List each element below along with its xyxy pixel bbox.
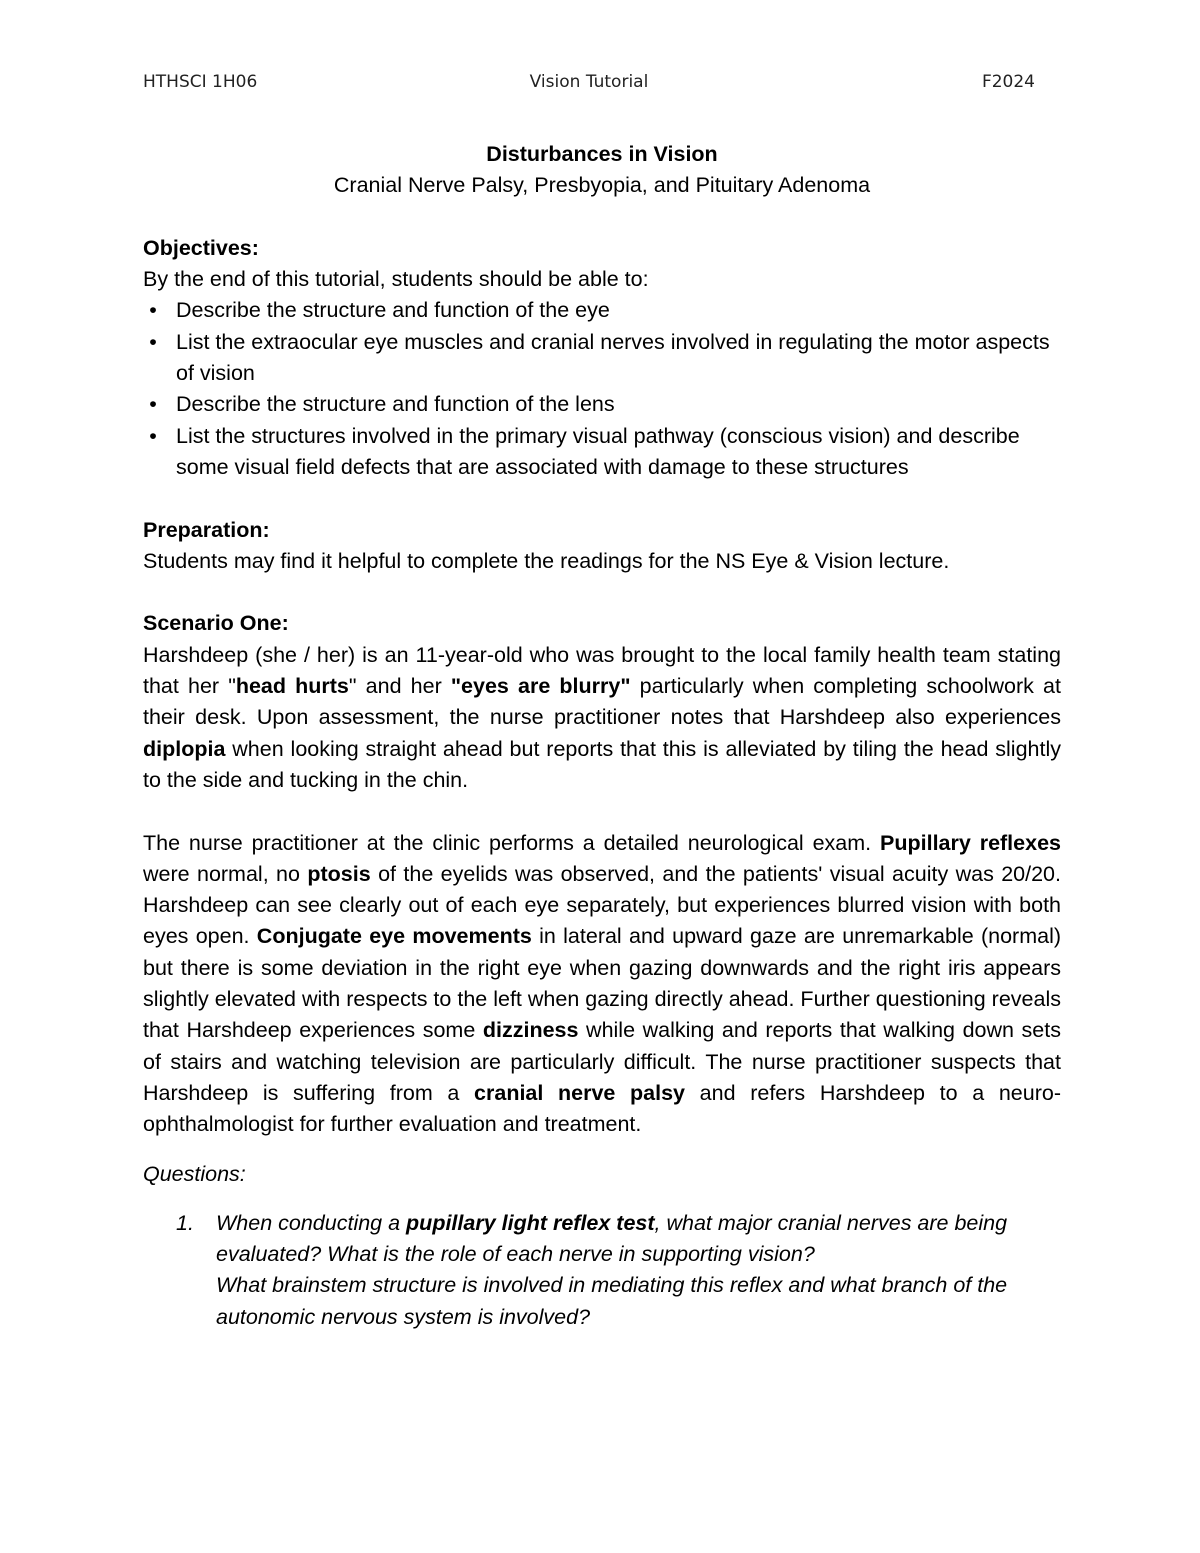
- scenario-paragraph-1: Harshdeep (she / her) is an 11-year-old who was brought to the local family health team stating that her "head hurts" and her "eyes are blurry" particularly when completing schoolwork at their desk. Upon assessment, the nurse practitioner notes that Harshdeep also experiences diplopia when looking straight ahead but reports that this is alleviated by tiling the head slightly to the side and tucking in the chin.: [143, 642, 1061, 792]
- questions-list: [143, 1208, 1061, 1333]
- document-subtitle: Cranial Nerve Palsy, Presbyopia, and Pituitary Adenoma: [333, 173, 871, 198]
- bullet-icon: •: [149, 392, 157, 417]
- bullet-icon: •: [149, 423, 157, 448]
- header-topic: Vision Tutorial: [529, 72, 649, 92]
- objective-item: • List the extraocular eye muscles and cranial nerves involved in regulating the motor aspects of vision: [143, 327, 1061, 390]
- bullet-icon: •: [149, 298, 157, 323]
- document-body: [143, 139, 1061, 1333]
- questions-heading: Questions:: [143, 1161, 246, 1186]
- question-number: 1.: [176, 1210, 194, 1235]
- objectives-intro: By the end of this tutorial, students should be able to:: [143, 267, 649, 292]
- bullet-icon: •: [149, 329, 157, 354]
- scenario-heading: Scenario One:: [143, 611, 289, 636]
- header-term: F2024: [981, 72, 1035, 92]
- objective-item: • Describe the structure and function of the lens: [143, 389, 1061, 420]
- objective-item: • List the structures involved in the primary visual pathway (conscious vision) and describe some visual field defects that are associated with damage to these structures: [143, 421, 1061, 484]
- objective-item: • Describe the structure and function of the eye: [143, 295, 1061, 326]
- preparation-text: Students may find it helpful to complete the readings for the NS Eye & Vision lecture.: [143, 548, 950, 573]
- question-item: 1. When conducting a pupillary light reflex test, what major cranial nerves are being evaluated? What is the role of each nerve in supporting vision? What brainstem structure is involved in mediating this reflex and what branch of the autonomic nervous system is involved?: [143, 1208, 1061, 1333]
- objectives-heading: Objectives:: [143, 235, 259, 260]
- header-course: HTHSCI 1H06: [143, 72, 258, 92]
- scenario-paragraph-2: The nurse practitioner at the clinic performs a detailed neurological exam. Pupillary reflexes were normal, no ptosis of the eyelids was observed, and the patients' visual acuity was 20/20. Harshdeep can see clearly out of each eye separately, but experiences blurred vision with both eyes open. Conjugate eye movements in lateral and upward gaze are unremarkable (normal) but there is some deviation in the right eye when gazing downwards and the right iris appears slightly elevated with respects to the left when gazing directly ahead. Further questioning reveals that Harshdeep experiences some dizziness while walking and reports that walking down sets of stairs and watching television are particularly difficult. The nurse practitioner suspects that Harshdeep is suffering from a cranial nerve palsy and refers Harshdeep to a neuro-ophthalmologist for further evaluation and treatment.: [143, 830, 1061, 1137]
- preparation-heading: Preparation:: [143, 517, 270, 542]
- document-title: Disturbances in Vision: [486, 142, 718, 166]
- objectives-list: [143, 295, 1061, 483]
